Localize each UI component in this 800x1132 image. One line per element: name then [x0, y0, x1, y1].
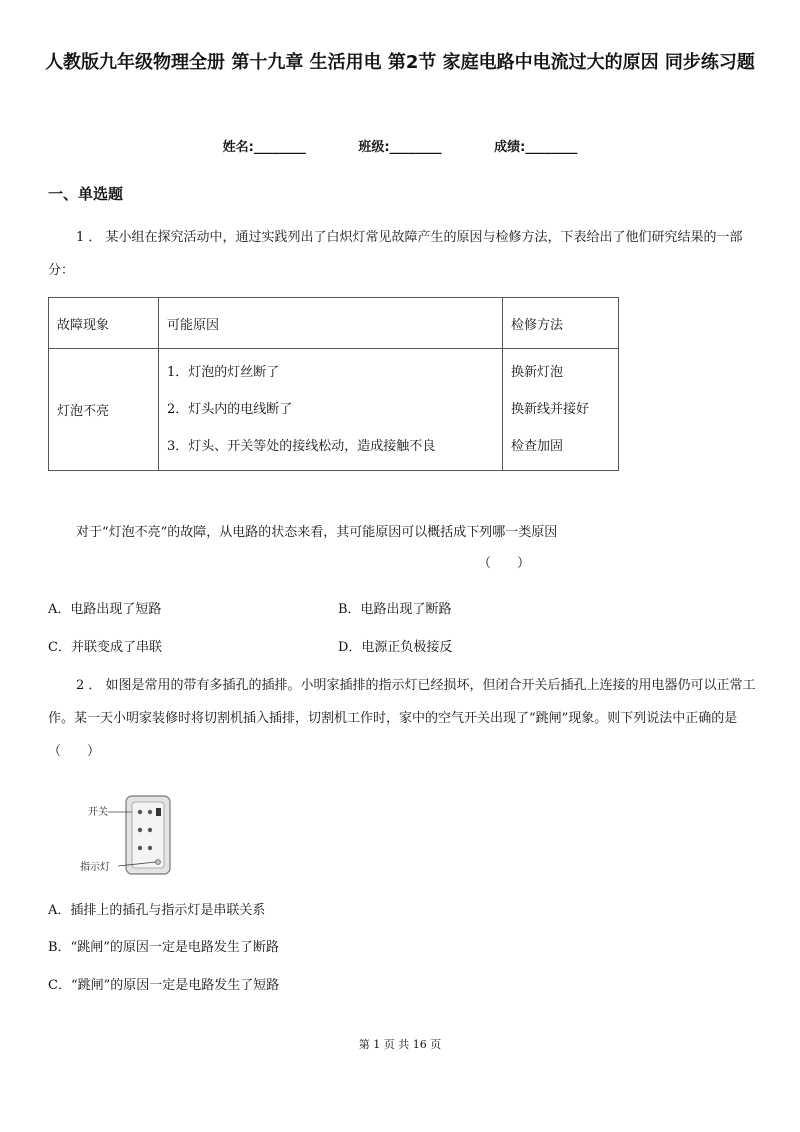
question-2-stem: 2 ． 如图是常用的带有多插孔的插排。小明家插排的指示灯已经损坏，但闭合开关后插孔上连接的用电器仍可以正常工作。某一天小明家装修时将切割机插入插排，切割机工作时，家中的空气开关出现了“跳闸”现象。则下列说法中正确的是（ ） [48, 678, 756, 759]
option-d[interactable]: D．电源正负极接反 [338, 640, 453, 655]
option-a[interactable]: A．电路出现了短路 [48, 602, 162, 617]
table-header-cell: 可能原因 [159, 298, 503, 349]
fix-item: 换新线并接好 [511, 402, 590, 417]
table-header-cell: 检修方法 [503, 298, 619, 349]
fault-table [48, 297, 619, 471]
option-b[interactable]: B．电路出现了断路 [338, 602, 452, 617]
cause-item: 1．灯泡的灯丝断了 [167, 365, 280, 380]
page-number: 第 1 页 共 16 页 [358, 1038, 442, 1051]
power-strip-figure [78, 790, 178, 880]
table-header-cell: 故障现象 [49, 298, 159, 349]
option-b[interactable]: B．“跳闸”的原因一定是电路发生了断路 [48, 940, 279, 955]
question-1-prompt: 对于“灯泡不亮”的故障，从电路的状态来看，其可能原因可以概括成下列哪一类原因 [76, 525, 558, 540]
causes-cell [159, 349, 503, 471]
answer-paren: （ ） [478, 556, 531, 571]
indicator-label: 指示灯 [80, 862, 110, 873]
student-info [0, 136, 800, 155]
option-c[interactable]: C．并联变成了串联 [48, 640, 162, 655]
symptom-cell: 灯泡不亮 [49, 349, 159, 471]
section-heading: 一、单选题 [48, 185, 124, 203]
table-header-row [49, 298, 619, 349]
switch-label: 开关 [88, 807, 108, 818]
cause-item: 3．灯头、开关等处的接线松动，造成接触不良 [167, 439, 436, 454]
option-c[interactable]: C．“跳闸”的原因一定是电路发生了短路 [48, 978, 280, 993]
fix-item: 换新灯泡 [511, 365, 564, 380]
fix-item: 检查加固 [511, 439, 564, 454]
cause-item: 2．灯头内的电线断了 [167, 402, 293, 417]
name-field[interactable]: 姓名:________ [222, 140, 306, 155]
fixes-cell [503, 349, 619, 471]
option-a[interactable]: A．插排上的插孔与指示灯是串联关系 [48, 903, 266, 918]
page-title: 人教版九年级物理全册 第十九章 生活用电 第2节 家庭电路中电流过大的原因 同步练习题 [45, 52, 755, 73]
table-row [49, 349, 619, 471]
score-field[interactable]: 成绩:________ [494, 140, 578, 155]
class-field[interactable]: 班级:________ [358, 140, 442, 155]
question-1-stem: 1 ． 某小组在探究活动中，通过实践列出了白炽灯常见故障产生的原因与检修方法，下表给出了他们研究结果的一部分： [48, 230, 743, 278]
